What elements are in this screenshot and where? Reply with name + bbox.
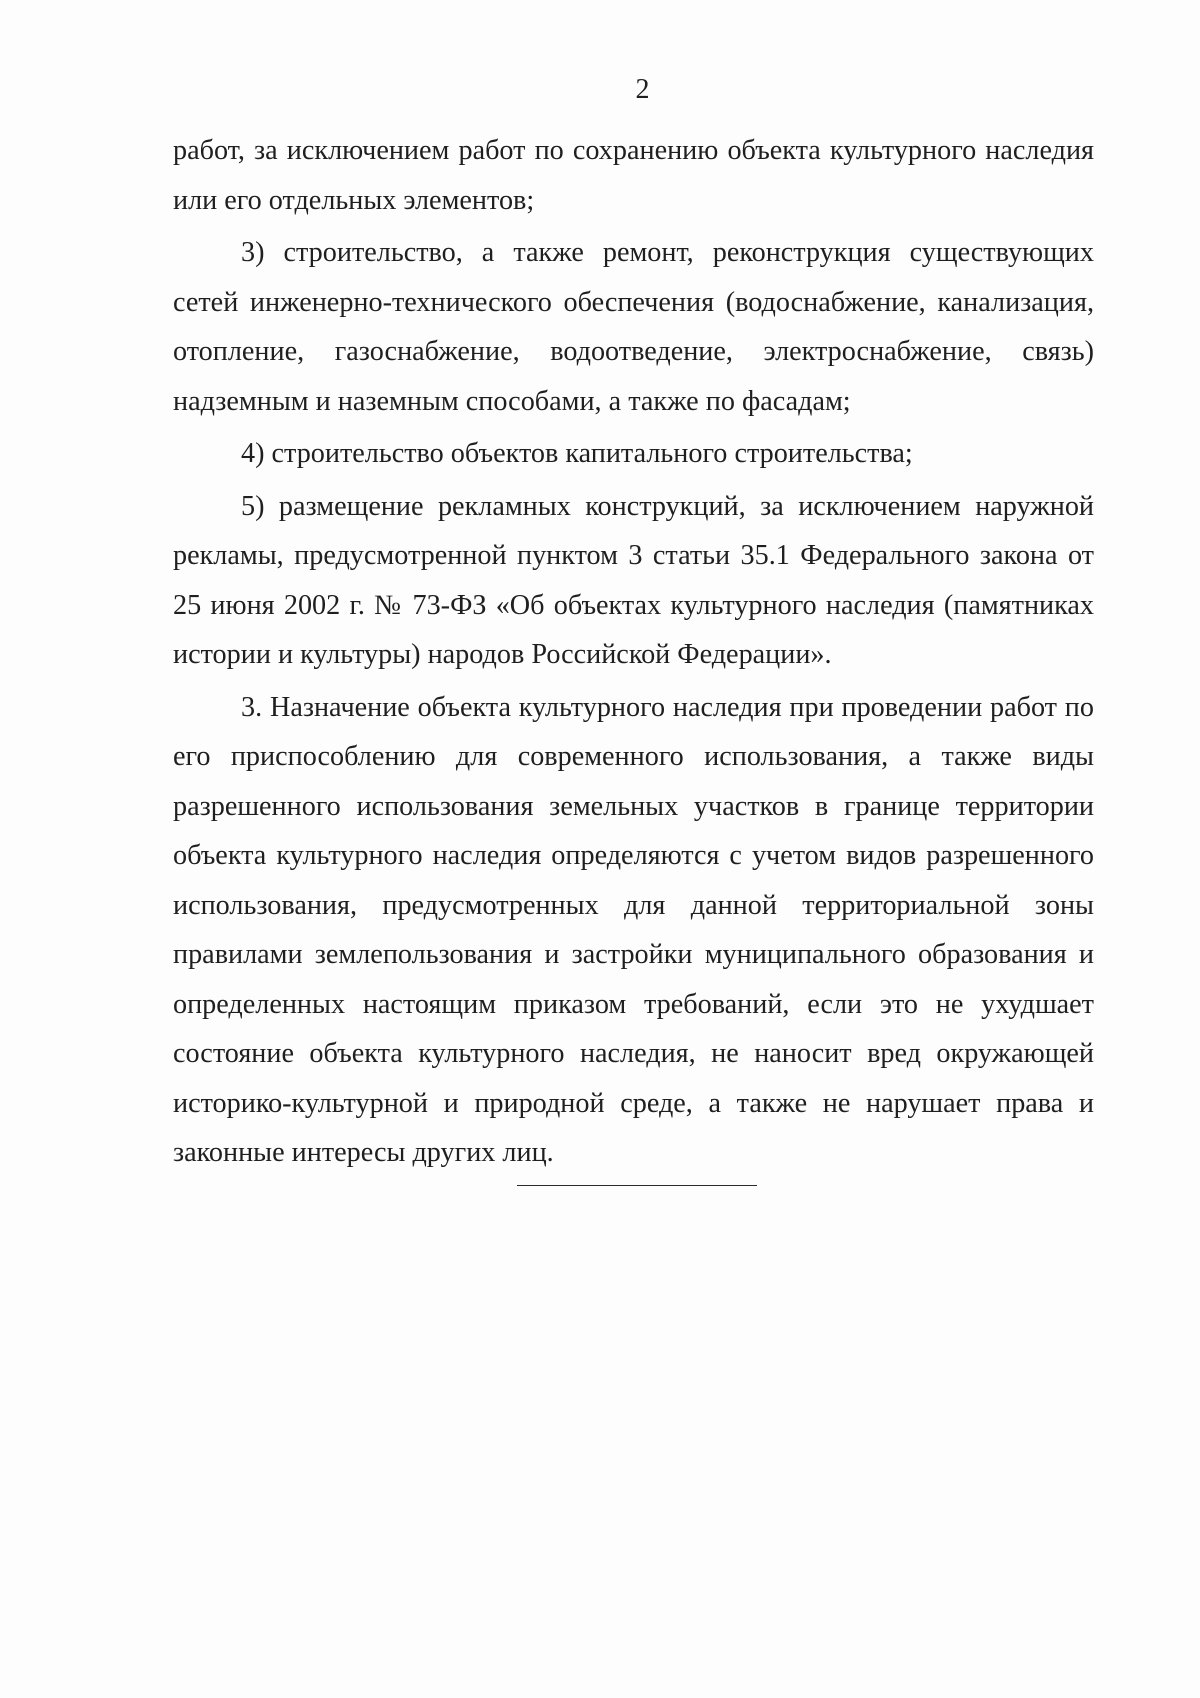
page-number: 2: [635, 74, 650, 105]
closing-divider: [517, 1185, 757, 1186]
paragraph-item-4: 4) строительство объектов капитального строительства;: [241, 438, 913, 469]
paragraph-section-3: 3. Назначение объекта культурного наследия при проведении работ по его приспособлению для современного использования, а также виды разрешенного использования земельных участков в границе территории объекта культурного наследия определяются с учетом видов разрешенного использования, предусмотренных для данной территориальной зоны правилами землепользования и застройки муниципального образования и определенных настоящим приказом требований, если это не ухудшает состояние объекта культурного наследия, не наносит вред окружающей историко-культурной и природной среде, а также не нарушает права и законные интересы других лиц.: [173, 691, 1094, 1168]
paragraph-item-5: 5) размещение рекламных конструкций, за исключением наружной рекламы, предусмотренной пунктом 3 статьи 35.1 Федерального закона от 25 июня 2002 г. № 73-ФЗ «Об объектах культурного наследия (памятниках истории и культуры) народов Российской Федерации».: [173, 490, 1094, 670]
document-body: [173, 126, 1094, 1181]
paragraph-item-3: 3) строительство, а также ремонт, реконструкция существующих сетей инженерно-технического обеспечения (водоснабжение, канализация, отопление, газоснабжение, водоотведение, электроснабжение, связь) надземным и наземным способами, а также по фасадам;: [173, 237, 1094, 417]
paragraph-continuation: работ, за исключением работ по сохранению объекта культурного наследия или его отдельных элементов;: [173, 135, 1094, 216]
